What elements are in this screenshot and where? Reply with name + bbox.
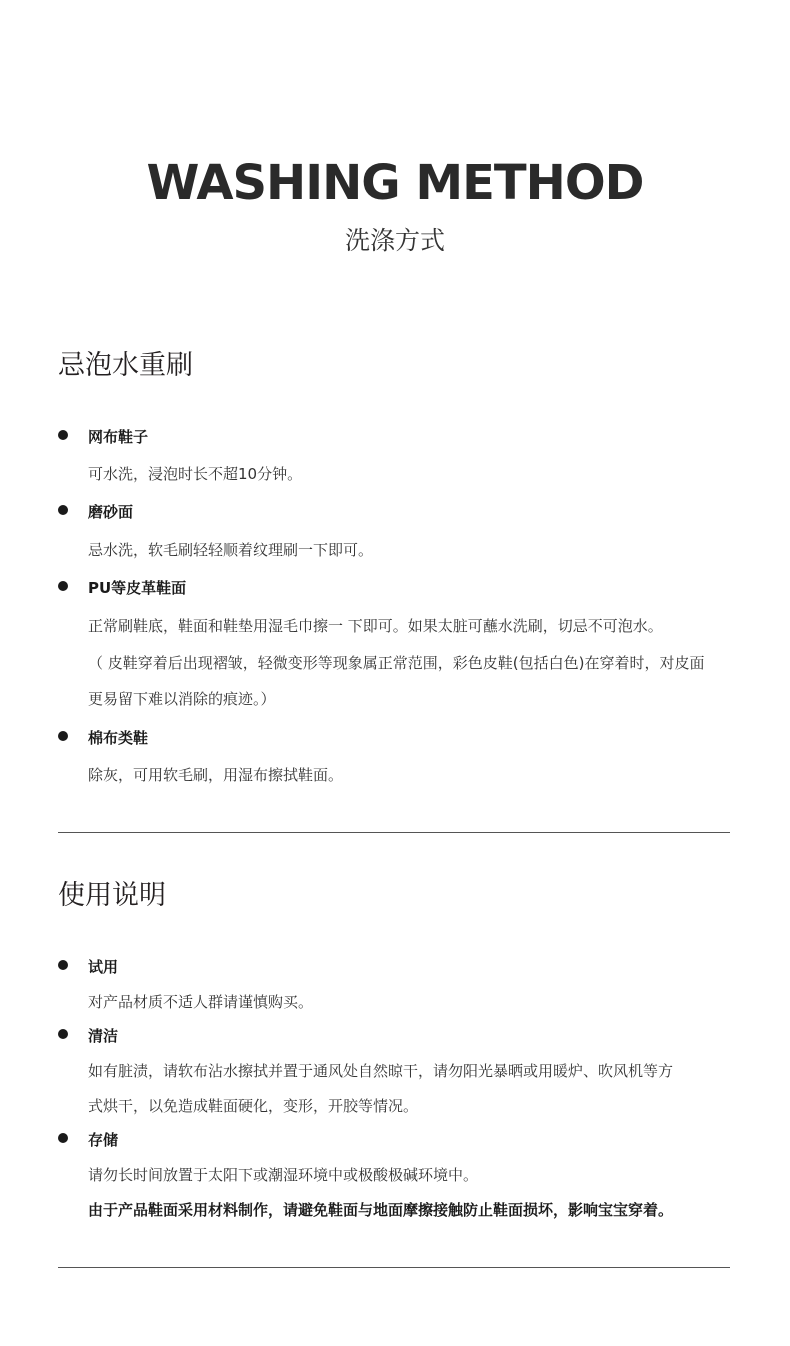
item-text: 请勿长时间放置于太阳下或潮湿环境中或极酸极碱环境中。 [88,1166,479,1184]
bullet-icon [58,960,68,970]
bullet-icon [58,430,68,440]
item-text: 正常刷鞋底，鞋面和鞋垫用湿毛巾擦一 下即可。如果太脏可蘸水洗刷，切忌不可泡水。 [88,617,663,635]
bullet-icon [58,731,68,741]
page-subtitle: 洗涤方式 [344,226,445,255]
item-text: 忌水洗，软毛刷轻轻顺着纹理刷一下即可。 [88,541,374,559]
item-text: 对产品材质不适人群请谨慎购买。 [88,993,314,1011]
item-text: 如有脏渍，请软布沾水擦拭并置于通风处自然晾干，请勿阳光暴晒或用暖炉、吹风机等方 [88,1062,674,1080]
item-title-suede: 磨砂面 [88,503,134,521]
item-title-cleaning: 清洁 [88,1027,119,1045]
section-divider [58,832,730,833]
bullet-icon [58,1029,68,1039]
bullet-icon [58,505,68,515]
item-text: 可水洗，浸泡时长不超10分钟。 [88,465,303,483]
item-text-warning: 由于产品鞋面采用材料制作，请避免鞋面与地面摩擦接触防止鞋面损坏，影响宝宝穿着。 [88,1201,674,1219]
section-heading-instructions: 使用说明 [58,880,166,911]
item-title-mesh-shoes: 网布鞋子 [88,428,149,446]
item-title-trial: 试用 [88,958,119,976]
item-text: （ 皮鞋穿着后出现褶皱，轻微变形等现象属正常范围，彩色皮鞋(包括白色)在穿着时，对皮面 [88,654,705,672]
item-title-storage: 存储 [88,1131,119,1149]
item-text: 除灰，可用软毛刷，用湿布擦拭鞋面。 [88,766,344,784]
item-title-pu-leather: PU等皮革鞋面 [88,579,187,597]
bullet-icon [58,1133,68,1143]
bullet-icon [58,581,68,591]
page-title: WASHING METHOD [146,155,644,211]
item-text: 更易留下难以消除的痕迹。） [88,690,276,708]
item-title-cotton-shoes: 棉布类鞋 [88,729,149,747]
section-heading-no-soaking: 忌泡水重刷 [58,350,193,381]
section-divider [58,1267,730,1268]
item-text: 式烘干，以免造成鞋面硬化，变形，开胶等情况。 [88,1097,419,1115]
